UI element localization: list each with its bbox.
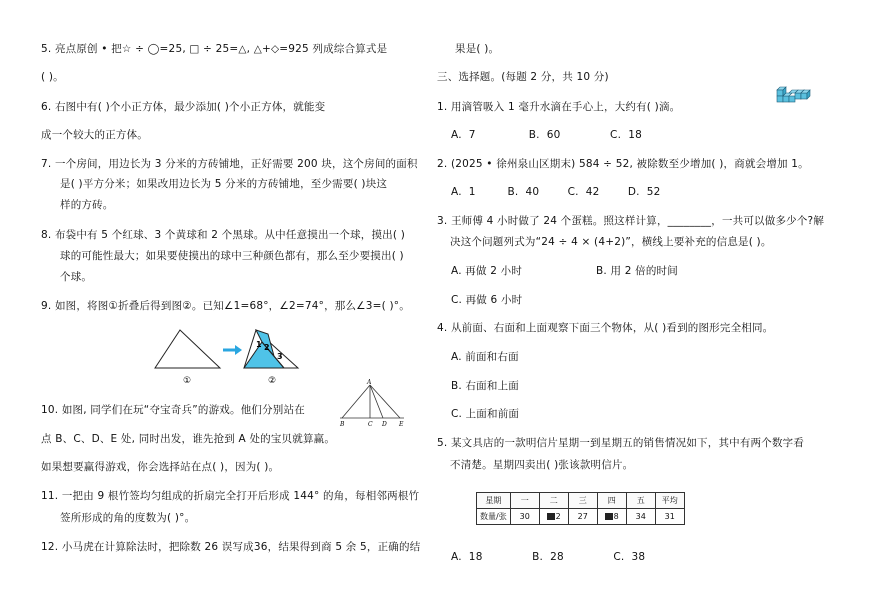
q9-figure [150,328,310,388]
q11-line1: 11. 一把由 9 根竹签均匀组成的折扇完全打开后形成 144° 的角，每相邻两根竹 [41,490,420,502]
point-c-label: C [368,421,373,428]
line-ae [370,385,400,418]
q10-line3: 如果想要赢得游戏，你会选择站在点( )，因为( )。 [41,461,280,473]
q8-line2: 球的可能性最大；如果要使摸出的球中三种颜色都有，那么至少要摸出( ) [60,250,404,262]
cubes-figure [774,82,814,106]
table-header-cell: 平均 [655,493,684,509]
line-ab [342,385,370,418]
cube-front [777,96,783,102]
point-d-label: D [382,421,387,428]
choice5-line2: 不清楚。星期四卖出( )张该款明信片。 [450,459,634,471]
q6-line2: 成一个较大的正方体。 [41,129,148,141]
table-cell: 27 [568,509,597,525]
obscured-digit [547,513,555,520]
obscured-digit [605,513,613,520]
fold-arrow-head [235,345,242,355]
q5-line1: 5. 亮点原创 • 把☆ ÷ ◯=25, □ ÷ 25=△, △+◇=925 列成综合算式是 [41,43,388,55]
point-b-label: B [340,421,345,428]
choice4-stem: 4. 从前面、右面和上面观察下面三个物体，从( )看到的图形完全相同。 [437,322,774,334]
figure1-label: ① [183,376,192,386]
choice4-option-b: B. 右面和上面 [451,380,519,392]
choice2-stem: 2. (2025 • 徐州泉山区期末) 584 ÷ 52, 被除数至少增加( )，商就会增加 1。 [437,158,809,170]
table-header-cell: 一 [510,493,539,509]
table-header-cell: 五 [626,493,655,509]
q6-line1: 6. 右图中有( )个小正方体，最少添加( )个小正方体，就能变 [41,101,326,113]
choice1-options: A. 7 B. 60 C. 18 [451,129,642,141]
line-ad [370,385,383,418]
table-header-cell: 星期 [477,493,511,509]
cube-front [795,93,801,99]
angle-label-2: 2 [264,343,270,352]
choice1-stem: 1. 用滴管吸入 1 毫升水滴在手心上，大约有( )滴。 [437,101,681,113]
table-cell: 34 [626,509,655,525]
section3-heading: 三、选择题。(每题 2 分，共 10 分) [437,71,609,83]
table-header-row [477,493,685,509]
cube-front [777,90,783,96]
table-cell: 30 [510,509,539,525]
q12-line2: 果是( )。 [455,43,500,55]
q12-line1: 12. 小马虎在计算除法时，把除数 26 误写成36，结果得到商 5 余 5，正确的结 [41,541,421,553]
table-row-label: 数量/张 [477,509,511,525]
cube-front [783,96,789,102]
sales-table [476,492,685,525]
q10-figure [338,380,408,428]
q7-line3: 样的方砖。 [60,199,114,211]
cube-front [789,96,795,102]
table-header-cell: 四 [597,493,626,509]
q9-line1: 9. 如图，将图①折叠后得到图②。已知∠1=68°，∠2=74°，那么∠3=( )°。 [41,300,410,312]
table-header-cell: 三 [568,493,597,509]
choice3-line1: 3. 王师傅 4 小时做了 24 个蛋糕。照这样计算，________，一共可以做多少个?解 [437,215,825,227]
table-cell: 31 [655,509,684,525]
table-cell-digit: 8 [613,512,619,521]
q10-line2: 点 B、C、D、E 处, 同时出发，谁先抢到 A 处的宝贝就算赢。 [41,433,336,445]
q7-line1: 7. 一个房间，用边长为 3 分米的方砖铺地，正好需要 200 块，这个房间的面积 [41,158,418,170]
table-header-cell: 二 [539,493,568,509]
table-cell [539,509,568,525]
point-e-label: E [399,421,404,428]
choice3-option-a: A. 再做 2 小时 [451,265,523,277]
point-a-label: A [367,379,372,386]
figure1-triangle [155,330,220,368]
choice5-options: A. 18 B. 28 C. 38 [451,551,646,563]
angle-label-1: 1 [256,340,262,349]
choice3-option-c: C. 再做 6 小时 [451,294,523,306]
table-cell-digit: 2 [555,512,561,521]
choice4-option-a: A. 前面和右面 [451,351,519,363]
q11-line2: 签所形成的角的度数为( )°。 [60,512,196,524]
table-cell [597,509,626,525]
q7-line2: 是( )平方分米；如果改用边长为 5 分米的方砖铺地，至少需要( )块这 [60,178,388,190]
choice3-option-b: B. 用 2 倍的时间 [596,265,678,277]
choice3-line2: 决这个问题列式为“24 ÷ 4 × (4+2)”，横线上要补充的信息是( )。 [450,236,772,248]
angle-label-3: 3 [277,352,283,361]
cube-front [801,93,807,99]
q8-line1: 8. 布袋中有 5 个红球、3 个黄球和 2 个黑球。从中任意摸出一个球，摸出( ) [41,229,406,241]
figure2-label: ② [268,376,277,386]
q5-answer-blank: ( )。 [41,71,64,83]
table-row [477,509,685,525]
choice2-options: A. 1 B. 40 C. 42 D. 52 [451,186,661,198]
q10-line1: 10. 如图, 同学们在玩“夺宝奇兵”的游戏。他们分别站在 [41,404,305,416]
choice4-option-c: C. 上面和前面 [451,408,520,420]
choice5-line1: 5. 某文具店的一款明信片星期一到星期五的销售情况如下，其中有两个数字看 [437,437,805,449]
q8-line3: 个球。 [60,271,93,283]
